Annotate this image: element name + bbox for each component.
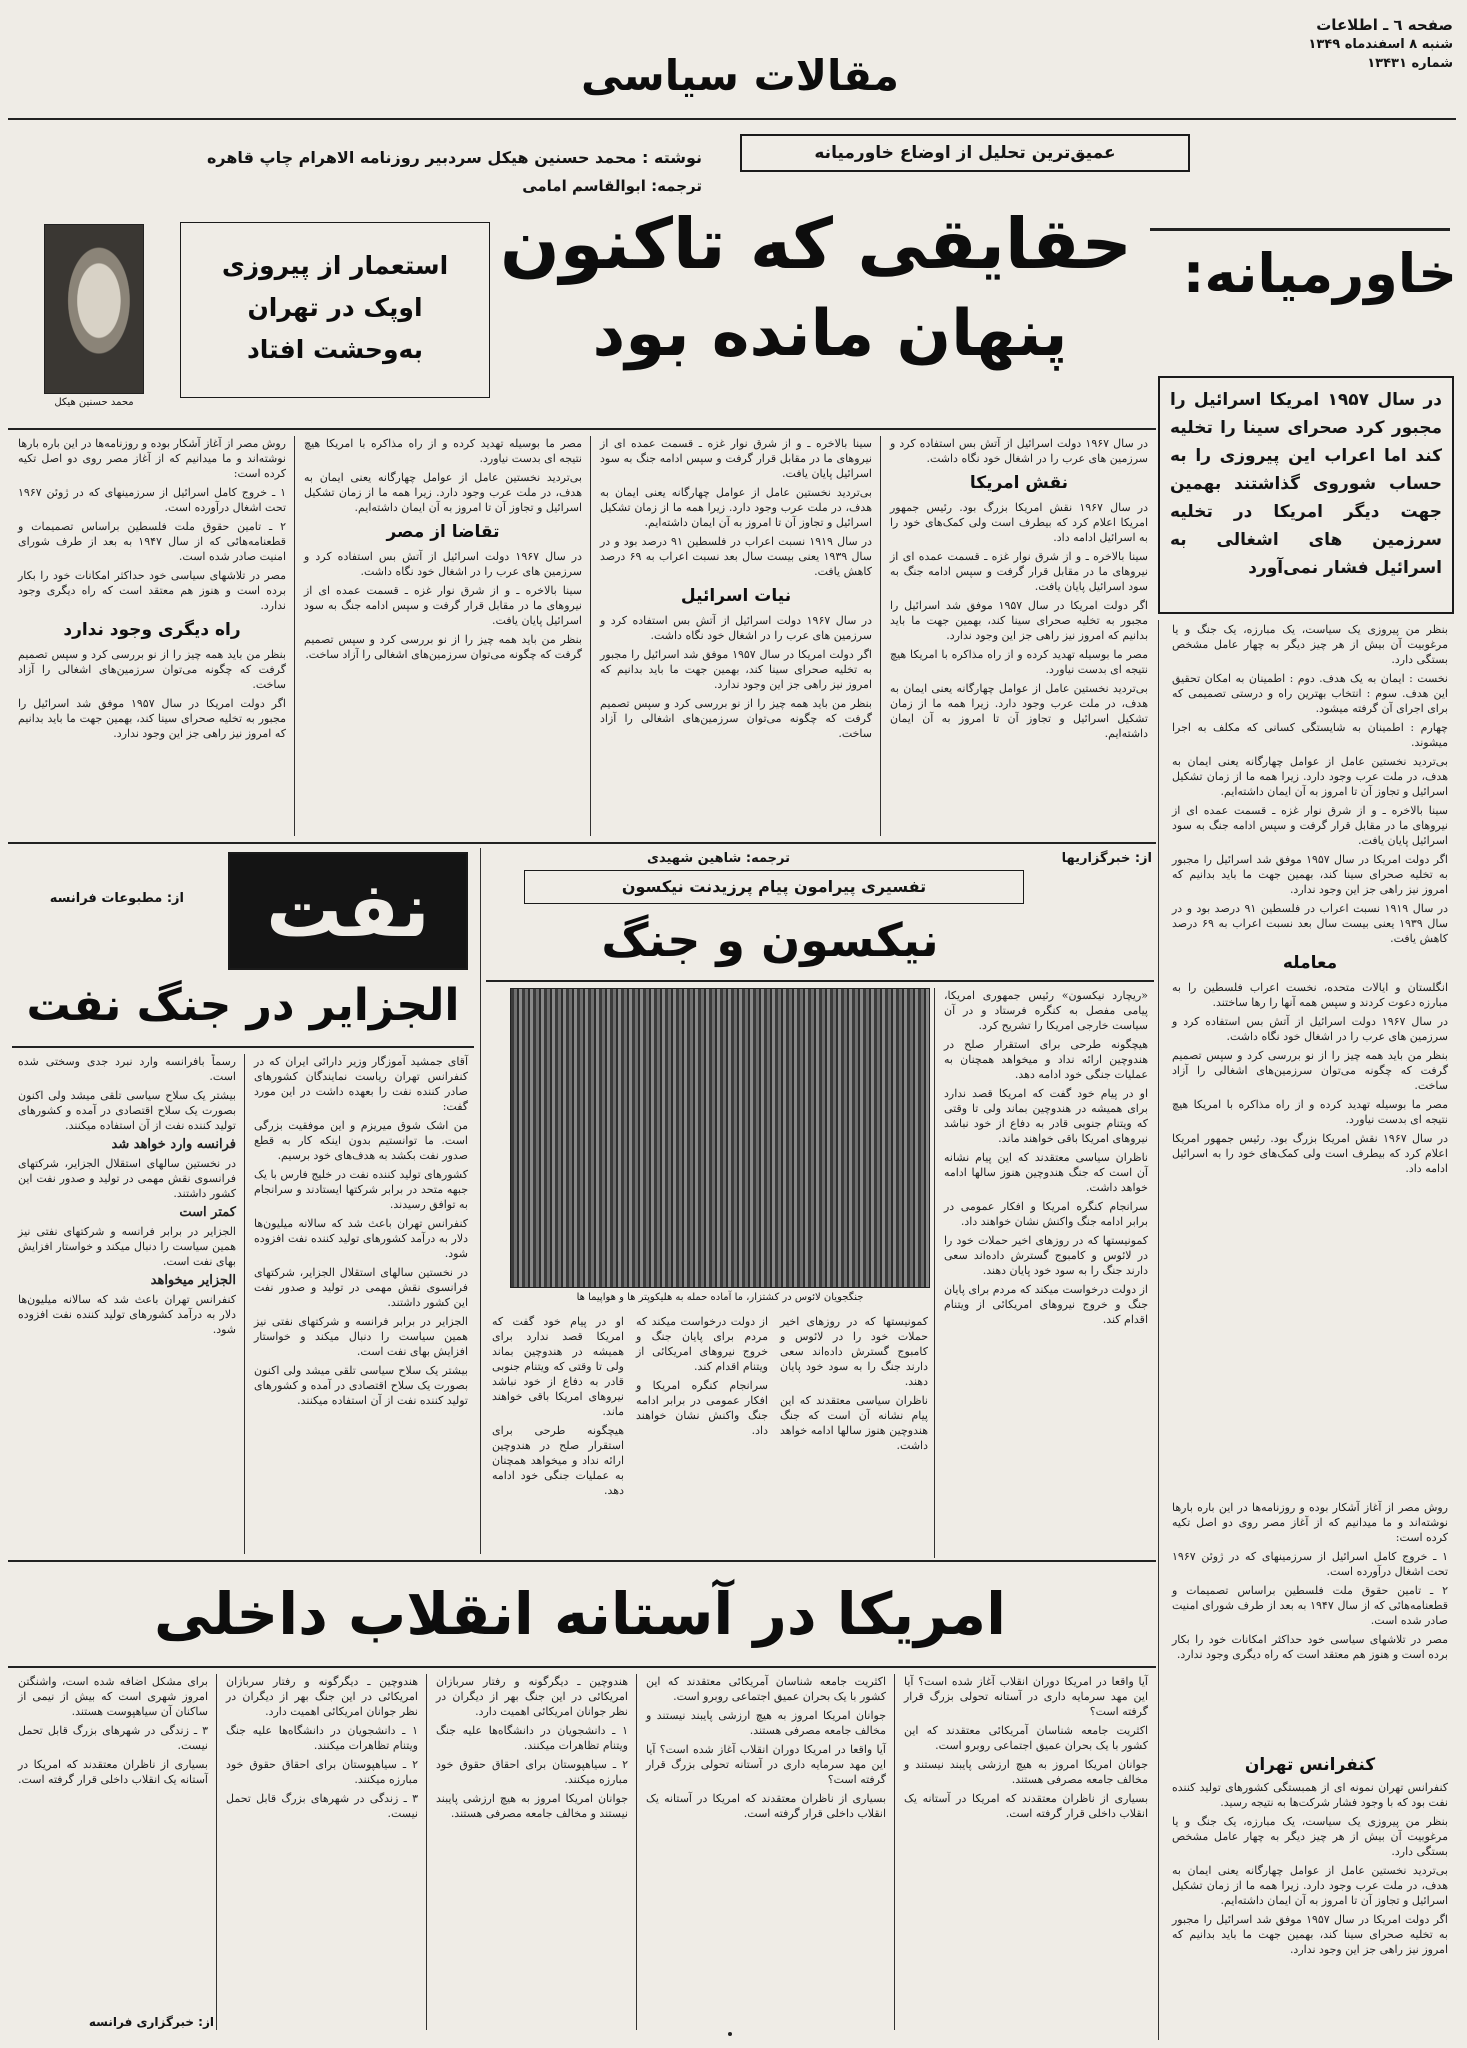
- nixon-para: ناظران سیاسی معتقدند که این پیام نشانه آن است که جنگ هندوچین هنوز سالها ادامه خواهد داشت.: [944, 1151, 1148, 1194]
- lead-para: مصر در تلاشهای سیاسی خود حداکثر امکانات خود را بکار برده است و هنوز هم معتقد است که راه دیگری وجود ندارد.: [18, 569, 286, 612]
- heikal-photo-caption: محمد حسنین هیکل: [54, 397, 134, 408]
- lead-para: در سال ۱۹۶۷ دولت اسرائیل از آتش بس استفاده کرد و سرزمین های عرب را در اشغال خود نگاه داشت.: [1172, 1015, 1449, 1043]
- nixon-kicker-box: [524, 870, 1024, 904]
- america-col-4: [220, 1674, 424, 2030]
- oil-col-2: [12, 1054, 242, 1554]
- nixon-col-4: [486, 1314, 630, 1558]
- oil-source: از: مطبوعات فرانسه: [49, 891, 184, 906]
- lead-para: چهارم : اطمینان به شایستگی کسانی که مکلف به اجرا میشوند.: [1172, 721, 1448, 749]
- nixon-kicker: تفسیری پیرامون پیام پرزیدنت نیکسون: [621, 877, 927, 896]
- lead-col-3: [594, 436, 878, 836]
- america-para: بسیاری از ناظران معتقدند که امریکا در آستانه یک انقلاب داخلی قرار گرفته است.: [17, 1758, 208, 1786]
- lead-para: انگلستان و ایالات متحده، نخست اعراب فلسطین را به مبارزه دعوت کردند و سپس همه آنها را رها ساختند.: [1172, 981, 1448, 1009]
- lead-para: روش مصر از آغاز آشکار بوده و روزنامه‌ها در این باره بارها نوشته‌اند و ما میدانیم که از آغاز مصر روی دو اصل تکیه کرده است:: [1172, 1501, 1448, 1544]
- lead-para: نخست : ایمان به یک هدف. دوم : اطمینان به امکان تحقیق این هدف. سوم : انتخاب بهترین راه و درستی تصمیمی که برای اجرای آن گرفته میشود.: [1172, 672, 1448, 715]
- america-col-3: [430, 1674, 634, 2030]
- oil-para: فرانسه وارد خواهد شد: [111, 1137, 236, 1152]
- lead-para: اگر دولت امریکا در سال ۱۹۵۷ موفق شد اسرائیل را مجبور به تخلیه صحرای سینا کند، بهمین جهت ما باید بدانیم که امروز نیز راهی جز این وجود ندارد.: [1172, 853, 1448, 896]
- lead-para: سینا بالاخره ـ و از شرق نوار غزه ـ قسمت عمده ای از نیروهای ما در مقابل قرار گرفت و سپس ادامه جنگ به سود اسرائیل پایان یافت.: [890, 550, 1148, 593]
- lead-para: بی‌تردید نخستین عامل از عوامل چهارگانه یعنی ایمان به هدف، در ملت عرب وجود دارد. زیرا همه ما از زمان تشکیل اسرائیل و تجاوز آن تا امروز به آن ایمان داشته‌ایم.: [1172, 1864, 1448, 1907]
- lead-para: بی‌تردید نخستین عامل از عوامل چهارگانه یعنی ایمان به هدف، در ملت عرب وجود دارد. زیرا همه ما از زمان تشکیل اسرائیل و تجاوز آن تا امروز به آن ایمان داشته‌ایم.: [890, 682, 1148, 740]
- lead-para: در سال ۱۹۱۹ نسبت اعراب در فلسطین ۹۱ درصد بود و در سال ۱۹۳۹ یعنی بیست سال بعد نسبت اعراب به ۶۹ درصد کاهش یافت.: [600, 535, 873, 578]
- teaser-box: [180, 222, 490, 398]
- masthead-page-label: صفحه ٦ ـ اطلاعات: [1316, 16, 1453, 34]
- col-divider: [426, 1674, 427, 2030]
- col-divider: [244, 1054, 245, 1554]
- oil-para: من اشک شوق میریزم و این موفقیت بزرگی است. ما توانستیم بدون اینکه کار به قطع صدور نفت بکشد به هدف‌های خود برسیم.: [254, 1119, 468, 1162]
- nixon-headline-rule: [486, 980, 1154, 982]
- america-para: آیا واقعا در امریکا دوران انقلاب آغاز شده است؟ آیا این مهد سرمایه داری در آستانه تحولی بزرگ قرار گرفته است؟: [646, 1743, 886, 1786]
- lead-header-bottom-rule: [8, 428, 1156, 430]
- america-para: بسیاری از ناظران معتقدند که امریکا در آستانه یک انقلاب داخلی قرار گرفته است.: [646, 1792, 886, 1820]
- lead-summary-box: [1158, 376, 1454, 614]
- oil-headline: الجزایر در جنگ نفت: [26, 980, 460, 1031]
- laos-photo-caption: جنگجویان لائوس در کشتزار، ما آماده حمله به هلیکوپتر ها و هواپیما ها: [576, 1292, 864, 1303]
- col-divider: [480, 848, 481, 1554]
- lead-para: اگر دولت امریکا در سال ۱۹۵۷ موفق شد اسرائیل را مجبور به تخلیه صحرای سینا کند، بهمین جهت ما باید بدانیم که امروز نیز راهی جز این وجود ندارد.: [890, 599, 1148, 642]
- america-headline: امریکا در آستانه انقلاب داخلی: [154, 1580, 1006, 1648]
- lead-para: بنظر من پیروزی یک سیاست، یک مبارزه، یک جنگ و یا مرغوبیت آن بیش از هر چیز دیگر به چهار عامل مشخص بستگی دارد.: [1172, 1815, 1448, 1858]
- middle-section-bottom-rule: [8, 1560, 1156, 1562]
- nixon-para: کمونیستها که در روزهای اخیر حملات خود را در لائوس و کامبوج گسترش داده‌اند سعی دارند جنگ را به سود خود پایان دهند.: [780, 1315, 928, 1388]
- oil-para: کنفرانس تهران باعث شد که سالانه میلیون‌ها دلار به درآمد کشورهای تولید کننده نفت افزوده شود.: [254, 1217, 468, 1260]
- lead-para: مصر ما بوسیله تهدید کرده و از راه مذاکره با امریکا هیچ نتیجه ای بدست نیاورد.: [304, 437, 582, 465]
- lead-para: در سال ۱۹۱۹ نسبت اعراب در فلسطین ۹۱ درصد بود و در سال ۱۹۳۹ یعنی بیست سال بعد نسبت اعراب به ۶۹ درصد کاهش یافت.: [1172, 902, 1448, 945]
- lead-para: بنظر من باید همه چیز را از نو بررسی کرد و سپس تصمیم گرفت که چگونه می‌توان سرزمین‌های اشغالی را آزاد ساخت.: [304, 633, 582, 661]
- oil-para: الجزایر در برابر فرانسه و شرکتهای نفتی نیز همین سیاست را دنبال میکند و خواستار افزایش بهای نفت است.: [254, 1315, 468, 1358]
- lead-headline-line2: پنهان مانده بود: [592, 297, 1068, 371]
- page-bottom-mark: [728, 2032, 732, 2036]
- america-para: جوانان امریکا امروز به هیچ ارزشی پایبند نیستند و مخالف جامعه مصرفی هستند.: [904, 1758, 1148, 1786]
- america-col-5: [12, 1674, 214, 2010]
- col-divider: [590, 436, 591, 836]
- america-headline-rule: [8, 1666, 1156, 1668]
- nixon-translator: ترجمه: شاهین شهیدی: [647, 851, 790, 866]
- lead-col-1b: [1166, 1500, 1454, 1740]
- america-para: هندوچین ـ دیگرگونه و رفتار سربازان امریکائی در این جنگ بهر از دیگران در نظر جوانان امریکائی اهمیت دارد.: [436, 1675, 628, 1718]
- lead-headline-line1: حقایقی که تاکنون: [500, 203, 1132, 285]
- lead-para: ۱ ـ خروج کامل اسرائیل از سرزمینهای که در ژوئن ۱۹۶۷ تحت اشغال درآورده است.: [1172, 1550, 1448, 1578]
- lead-para: سینا بالاخره ـ و از شرق نوار غزه ـ قسمت عمده ای از نیروهای ما در مقابل قرار گرفت و سپس ادامه جنگ به سود اسرائیل پایان یافت.: [1172, 804, 1448, 847]
- lead-para: مصر ما بوسیله تهدید کرده و از راه مذاکره با امریکا هیچ نتیجه ای بدست نیاورد.: [890, 648, 1148, 676]
- laos-photo: [510, 988, 930, 1288]
- lead-col-2: [884, 436, 1154, 836]
- america-para: ۱ ـ دانشجویان در دانشگاه‌ها علیه جنگ ویتنام تظاهرات میکنند.: [226, 1724, 418, 1752]
- lead-col-1c: [1166, 1780, 1454, 2030]
- masthead-date: شنبه ۸ اسفندماه ۱۳۴۹: [1308, 37, 1453, 52]
- nixon-col-3: [630, 1314, 774, 1558]
- america-col-2: [640, 1674, 892, 2030]
- nixon-para: «ریچارد نیکسون» رئیس جمهوری امریکا، پیامی مفصل به کنگره فرستاد و در آن سیاست خارجی امریکا را تشریح کرد.: [944, 989, 1148, 1032]
- nixon-para: سرانجام کنگره امریکا و افکار عمومی در برابر ادامه جنگ واکنش نشان خواهند داد.: [944, 1200, 1148, 1228]
- col-divider: [1158, 620, 1159, 2040]
- oil-para: کشورهای تولید کننده نفت در خلیج فارس با یک جبهه متحد در برابر شرکتها ایستادند و سرانجام به توافق رسیدند.: [254, 1168, 468, 1211]
- col-divider: [636, 1674, 637, 2030]
- lead-para: ۱ ـ خروج کامل اسرائیل از سرزمینهای که در ژوئن ۱۹۶۷ تحت اشغال درآورده است.: [18, 486, 286, 514]
- col-divider: [294, 436, 295, 836]
- nixon-col-2: [774, 1314, 934, 1558]
- lead-para: در سال ۱۹۶۷ دولت اسرائیل از آتش بس استفاده کرد و سرزمین های عرب را در اشغال خود نگاه داشت.: [304, 550, 582, 578]
- america-para: هندوچین ـ دیگرگونه و رفتار سربازان امریکائی در این جنگ بهر از دیگران در نظر جوانان امریکائی اهمیت دارد.: [226, 1675, 418, 1718]
- america-para: ۳ ـ زندگی در شهرهای بزرگ قابل تحمل نیست.: [18, 1724, 208, 1752]
- lead-para: بی‌تردید نخستین عامل از عوامل چهارگانه یعنی ایمان به هدف، در ملت عرب وجود دارد. زیرا همه ما از زمان تشکیل اسرائیل و تجاوز آن تا امروز به آن ایمان داشته‌ایم.: [304, 471, 582, 514]
- america-para: اکثریت جامعه شناسان آمریکائی معتقدند که این کشور با یک بحران عمیق اجتماعی روبرو است.: [646, 1675, 886, 1703]
- oil-para: رسماً بافرانسه وارد نبرد جدی وسختی شده است.: [18, 1055, 236, 1083]
- lead-translator: ترجمه: ابوالقاسم امامی: [522, 177, 702, 195]
- subhead-no-other-way: راه دیگری وجود ندارد: [63, 620, 241, 640]
- oil-para: کنفرانس تهران باعث شد که سالانه میلیون‌ها دلار به درآمد کشورهای تولید کننده نفت افزوده شود.: [18, 1293, 236, 1336]
- lead-para: روش مصر از آغاز آشکار بوده و روزنامه‌ها در این باره بارها نوشته‌اند و ما میدانیم که از آغاز مصر روی دو اصل تکیه کرده است:: [18, 437, 286, 480]
- oil-para: بیشتر یک سلاح سیاسی تلقی میشد ولی اکنون بصورت یک سلاح اقتصادی در آمده و کشورهای تولید کننده نفت از آن استفاده میکنند.: [18, 1089, 236, 1132]
- oil-para: الجزایر در برابر فرانسه و شرکتهای نفتی نیز همین سیاست را دنبال میکند و خواستار افزایش بهای نفت است.: [18, 1225, 236, 1268]
- col-divider: [216, 1674, 217, 2030]
- col-divider: [894, 1674, 895, 2030]
- subhead-deal: معامله: [1282, 953, 1338, 973]
- lead-col-1: [1166, 622, 1454, 1482]
- lead-para: اگر دولت امریکا در سال ۱۹۵۷ موفق شد اسرائیل را مجبور به تخلیه صحرای سینا کند، بهمین جهت ما باید بدانیم که امروز نیز راهی جز این وجود ندارد.: [600, 648, 872, 691]
- lead-para: اگر دولت امریکا در سال ۱۹۵۷ موفق شد اسرائیل را مجبور به تخلیه صحرای سینا کند، بهمین جهت ما باید بدانیم که امروز نیز راهی جز این وجود ندارد.: [1172, 1913, 1448, 1956]
- lead-kicker-box: [740, 134, 1190, 172]
- america-para: ۳ ـ زندگی در شهرهای بزرگ قابل تحمل نیست.: [226, 1792, 418, 1820]
- lead-para: بی‌تردید نخستین عامل از عوامل چهارگانه یعنی ایمان به هدف، در ملت عرب وجود دارد. زیرا همه ما از زمان تشکیل اسرائیل و تجاوز آن تا امروز به آن ایمان داشته‌ایم.: [600, 486, 872, 529]
- america-para: آیا واقعا در امریکا دوران انقلاب آغاز شده است؟ آیا این مهد سرمایه داری در آستانه تحولی بزرگ قرار گرفته است؟: [904, 1675, 1148, 1718]
- nixon-para: ناظران سیاسی معتقدند که این پیام نشانه آن است که جنگ هندوچین هنوز سالها ادامه خواهد داشت.: [780, 1394, 928, 1452]
- lead-author: نوشته : محمد حسنین هیکل سردبیر روزنامه الاهرام چاپ قاهره: [206, 148, 702, 167]
- lead-para: در سال ۱۹۶۷ نقش امریکا بزرگ بود. رئیس جمهور امریکا اعلام کرد که بیطرف است ولی کمک‌های خود را به اسرائیل ادامه داد.: [1172, 1132, 1448, 1175]
- nixon-para: هیچگونه طرحی برای استقرار صلح در هندوچین ارائه نداد و میخواهد همچنان به عملیات جنگی خود ادامه دهد.: [492, 1424, 624, 1497]
- masthead-rule: [8, 118, 1456, 120]
- subhead-israel-intentions: نیات اسرائیل: [680, 586, 792, 606]
- col-divider: [880, 436, 881, 836]
- oil-para: در نخستین سالهای استقلال الجزایر، شرکتهای فرانسوی نقش مهمی در تولید و صدور نفت این کشور داشتند.: [18, 1157, 236, 1200]
- subhead-america-role: نقش امریکا: [969, 473, 1069, 493]
- oil-headline-rule: [12, 1046, 474, 1048]
- oil-tag: نفت: [266, 865, 430, 954]
- lead-summary: در سال ۱۹۵۷ امریکا اسرائیل را مجبور کرد صحرای سینا را تخلیه کند اما اعراب این پیروزی را به حساب شوروی گذاشتند بهمین جهت دیگر امریکا در تخلیه سرزمین های اشغالی به اسرائیل فشار نمی‌آورد: [1170, 390, 1442, 578]
- lead-para: در سال ۱۹۶۷ نقش امریکا بزرگ بود. رئیس جمهور امریکا اعلام کرد که بیطرف است ولی کمک‌های خود را به اسرائیل ادامه داد.: [890, 501, 1148, 544]
- america-para: ۲ ـ سیاهپوستان برای احقاق حقوق خود مبارزه میکنند.: [436, 1758, 628, 1786]
- america-para: ۲ ـ سیاهپوستان برای احقاق حقوق خود مبارزه میکنند.: [226, 1758, 418, 1786]
- lead-kicker: عمیق‌ترین تحلیل از اوضاع خاورمیانه: [814, 143, 1116, 163]
- nixon-para: کمونیستها که در روزهای اخیر حملات خود را در لائوس و کامبوج گسترش داده‌اند سعی دارند جنگ را به سود خود پایان دهند.: [944, 1234, 1148, 1277]
- lead-para: بنظر من باید همه چیز را از نو بررسی کرد و سپس تصمیم گرفت که چگونه می‌توان سرزمین‌های اشغالی را آزاد ساخت.: [18, 648, 286, 691]
- subhead-demand-from-egypt: تقاضا از مصر: [386, 522, 500, 542]
- lead-para: بنظر من باید همه چیز را از نو بررسی کرد و سپس تصمیم گرفت که چگونه می‌توان سرزمین‌های اشغالی را آزاد ساخت.: [600, 697, 872, 740]
- nixon-para: او در پیام خود گفت که امریکا قصد ندارد برای همیشه در هندوچین بماند ولی تا وقتی که ویتنام جنوبی قادر به دفاع از خود نباشد نیروهای امریکا باقی خواهند ماند.: [492, 1315, 624, 1418]
- nixon-para: از دولت درخواست میکند که مردم برای پایان جنگ و خروج نیروهای امریکائی از ویتنام اقدام کند.: [944, 1283, 1148, 1326]
- nixon-para: سرانجام کنگره امریکا و افکار عمومی در برابر ادامه جنگ واکنش نشان خواهند داد.: [636, 1379, 768, 1437]
- lead-col-4: [298, 436, 588, 836]
- america-source: از: خبرگزاری فرانسه: [88, 2015, 214, 2029]
- col-divider: [934, 988, 935, 1558]
- lead-para: کنفرانس تهران نمونه ای از همبستگی کشورهای تولید کننده نفت بود که با وجود فشار شرکت‌ها به نتیجه رسید.: [1172, 1781, 1448, 1809]
- america-para: برای مشکل اضافه شده است، واشنگتن امروز شهری است که بیش از نیمی از ساکنان آن سیاهپوست هستند.: [18, 1675, 208, 1718]
- lead-para: سینا بالاخره ـ و از شرق نوار غزه ـ قسمت عمده ای از نیروهای ما در مقابل قرار گرفت و سپس ادامه جنگ به سود اسرائیل پایان یافت.: [304, 584, 582, 627]
- america-para: بسیاری از ناظران معتقدند که امریکا در آستانه یک انقلاب داخلی قرار گرفته است.: [904, 1792, 1148, 1820]
- upper-section-bottom-rule: [8, 842, 1156, 844]
- oil-col-1: [248, 1054, 474, 1554]
- nixon-headline: نیکسون و جنگ: [601, 913, 939, 967]
- region-label-rule: [1150, 228, 1450, 231]
- lead-para: سینا بالاخره ـ و از شرق نوار غزه ـ قسمت عمده ای از نیروهای ما در مقابل قرار گرفت و سپس ادامه جنگ به سود اسرائیل پایان یافت.: [600, 437, 872, 480]
- lead-para: در سال ۱۹۶۷ دولت اسرائیل از آتش بس استفاده کرد و سرزمین های عرب را در اشغال خود نگاه داشت.: [600, 614, 873, 642]
- lead-para: اگر دولت امریکا در سال ۱۹۵۷ موفق شد اسرائیل را مجبور به تخلیه صحرای سینا کند، بهمین جهت ما باید بدانیم که امروز نیز راهی جز این وجود ندارد.: [18, 697, 286, 740]
- lead-para: مصر در تلاشهای سیاسی خود حداکثر امکانات خود را بکار برده است و هنوز هم معتقد است که راه دیگری وجود ندارد.: [1172, 1633, 1448, 1661]
- oil-para: الجزایر میخواهد: [150, 1273, 236, 1288]
- lead-para: ۲ ـ تامین حقوق ملت فلسطین براساس تصمیمات و قطعنامه‌هائی که از سال ۱۹۴۷ به بعد از طرف شورای امنیت صادر شده است.: [1172, 1584, 1448, 1627]
- lead-para: در سال ۱۹۶۷ دولت اسرائیل از آتش بس استفاده کرد و سرزمین های عرب را در اشغال خود نگاه داشت.: [890, 437, 1148, 465]
- nixon-para: از دولت درخواست میکند که مردم برای پایان جنگ و خروج نیروهای امریکائی از ویتنام اقدام کند.: [636, 1315, 768, 1373]
- lead-para: مصر ما بوسیله تهدید کرده و از راه مذاکره با امریکا هیچ نتیجه ای بدست نیاورد.: [1172, 1098, 1448, 1126]
- oil-para: کمتر است: [179, 1205, 236, 1220]
- oil-para: آقای جمشید آموزگار وزیر دارائی ایران که در کنفرانس تهران ریاست نمایندگان کشورهای صادر کننده نفت را بعهده داشت در این مورد گفت:: [254, 1055, 468, 1113]
- nixon-para: او در پیام خود گفت که امریکا قصد ندارد برای همیشه در هندوچین بماند ولی تا وقتی که ویتنام جنوبی قادر به دفاع از خود نباشد نیروهای امریکا باقی خواهند ماند.: [944, 1087, 1148, 1145]
- lead-col-5: [12, 436, 292, 836]
- oil-para: بیشتر یک سلاح سیاسی تلقی میشد ولی اکنون بصورت یک سلاح اقتصادی در آمده و کشورهای تولید کننده نفت از آن استفاده میکنند.: [254, 1364, 468, 1407]
- america-para: اکثریت جامعه شناسان آمریکائی معتقدند که این کشور با یک بحران عمیق اجتماعی روبرو است.: [904, 1724, 1148, 1752]
- nixon-source: از: خبرگزاریها: [1061, 851, 1152, 866]
- masthead-issue: شماره ۱۳۴۳۱: [1367, 56, 1453, 71]
- america-para: جوانان امریکا امروز به هیچ ارزشی پایبند نیستند و مخالف جامعه مصرفی هستند.: [436, 1792, 628, 1820]
- teaser-text: استعمار از پیروزی اوپک در تهران به‌وحشت افتاد: [221, 251, 449, 364]
- lead-para: ۲ ـ تامین حقوق ملت فلسطین براساس تصمیمات و قطعنامه‌هائی که از سال ۱۹۴۷ به بعد از طرف شورای امنیت صادر شده است.: [18, 520, 287, 563]
- america-col-1: [898, 1674, 1154, 2030]
- lead-para: بنظر من باید همه چیز را از نو بررسی کرد و سپس تصمیم گرفت که چگونه می‌توان سرزمین‌های اشغالی را آزاد ساخت.: [1172, 1049, 1448, 1092]
- oil-para: در نخستین سالهای استقلال الجزایر، شرکتهای فرانسوی نقش مهمی در تولید و صدور نفت این کشور داشتند.: [254, 1266, 468, 1309]
- section-title: مقالات سیاسی: [580, 51, 900, 100]
- america-para: جوانان امریکا امروز به هیچ ارزشی پایبند نیستند و مخالف جامعه مصرفی هستند.: [646, 1709, 886, 1737]
- lead-para: بی‌تردید نخستین عامل از عوامل چهارگانه یعنی ایمان به هدف، در ملت عرب وجود دارد. زیرا همه ما از زمان تشکیل اسرائیل و تجاوز آن تا امروز به آن ایمان داشته‌ایم.: [1172, 755, 1448, 798]
- oil-tag-box: [228, 852, 468, 970]
- subhead-tehran-conference: کنفرانس تهران: [1244, 1755, 1376, 1775]
- america-para: ۱ ـ دانشجویان در دانشگاه‌ها علیه جنگ ویتنام تظاهرات میکنند.: [436, 1724, 628, 1752]
- lead-region-label: خاورمیانه:: [1182, 242, 1457, 305]
- lead-para: بنظر من پیروزی یک سیاست، یک مبارزه، یک جنگ و یا مرغوبیت آن بیش از هر چیز دیگر به چهار عامل مشخص بستگی دارد.: [1172, 623, 1448, 666]
- heikal-photo: [44, 224, 144, 394]
- nixon-col-1: [938, 988, 1154, 1558]
- nixon-para: هیچگونه طرحی برای استقرار صلح در هندوچین ارائه نداد و میخواهد همچنان به عملیات جنگی خود ادامه دهد.: [944, 1038, 1148, 1081]
